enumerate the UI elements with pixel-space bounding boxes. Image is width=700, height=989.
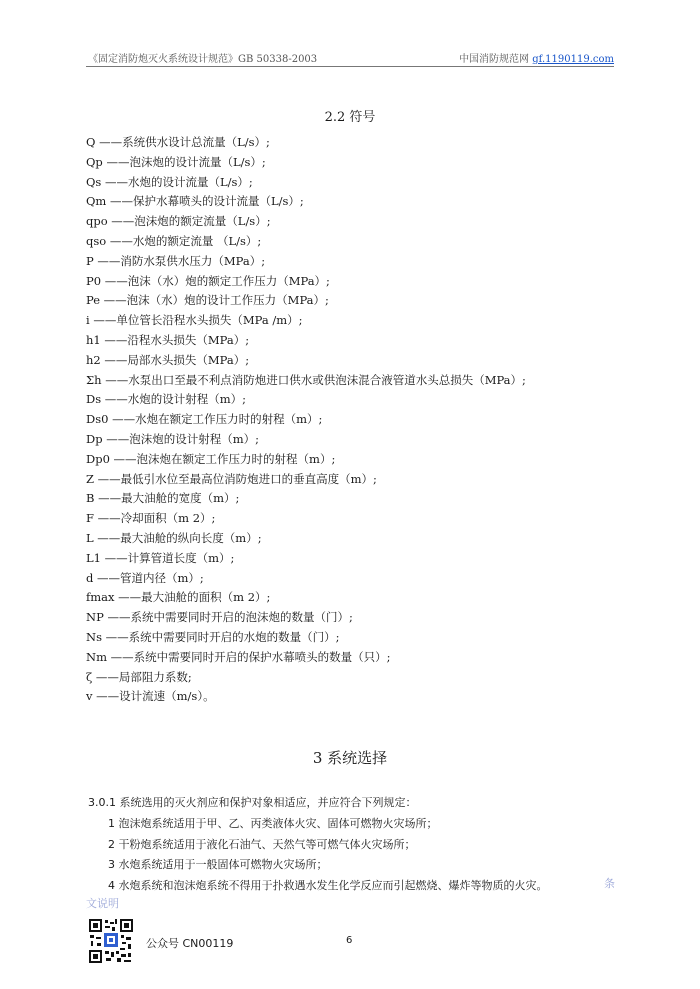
symbol-item: Qm ——保护水幕喷头的设计流量（L/s）; bbox=[86, 194, 304, 209]
symbol-item: L ——最大油舱的纵向长度（m）; bbox=[86, 530, 262, 545]
symbol-item: qpo ——泡沫炮的额定流量（L/s）; bbox=[86, 214, 271, 229]
symbol-item: fmax ——最大油舱的面积（m 2）; bbox=[86, 590, 271, 605]
header-site bbox=[459, 50, 614, 65]
explain-link-part1[interactable]: 条 bbox=[604, 877, 615, 890]
clause-intro: 3.0.1 系统选用的灭火剂应和保护对象相适应，并应符合下列规定： bbox=[88, 796, 417, 809]
symbol-item: h1 ——沿程水头损失（MPa）; bbox=[86, 332, 250, 347]
symbol-item: Ds0 ——水炮在额定工作压力时的射程（m）; bbox=[86, 412, 323, 427]
symbol-item: i ——单位管长沿程水头损失（MPa /m）; bbox=[86, 313, 303, 328]
symbol-item: Nm ——系统中需要同时开启的保护水幕喷头的数量（只）; bbox=[86, 649, 391, 664]
symbol-item: Qs ——水炮的设计流量（L/s）; bbox=[86, 174, 253, 189]
clause-item: 2 干粉炮系统适用于液化石油气、天然气等可燃气体火灾场所； bbox=[108, 837, 416, 851]
symbol-item: v ——设计流速（m/s）。 bbox=[86, 689, 215, 704]
symbol-list bbox=[86, 133, 526, 707]
symbol-item: h2 ——局部水头损失（MPa）; bbox=[86, 352, 250, 367]
symbol-item: P ——消防水泵供水压力（MPa）; bbox=[86, 253, 266, 268]
symbol-item: Ns ——系统中需要同时开启的水炮的数量（门）; bbox=[86, 629, 340, 644]
section-title: 2.2 符号 bbox=[324, 110, 376, 125]
symbol-item: Qp ——泡沫炮的设计流量（L/s）; bbox=[86, 154, 266, 169]
symbol-item: L1 ——计算管道长度（m）; bbox=[86, 550, 235, 565]
symbol-item: Dp0 ——泡沫炮在额定工作压力时的射程（m）; bbox=[86, 451, 336, 466]
symbol-item: B ——最大油舱的宽度（m）; bbox=[86, 491, 240, 506]
clause-item: 1 泡沫炮系统适用于甲、乙、丙类液体火灾、固体可燃物火灾场所； bbox=[108, 817, 438, 830]
symbol-item: P0 ——泡沫（水）炮的额定工作压力（MPa）; bbox=[86, 273, 330, 288]
clause-items bbox=[108, 814, 548, 896]
symbol-item: NP ——系统中需要同时开启的泡沫炮的数量（门）; bbox=[86, 610, 353, 625]
clause-item: 4 水炮系统和泡沫炮系统不得用于扑救遇水发生化学反应而引起燃烧、爆炸等物质的火灾。 bbox=[108, 878, 548, 892]
symbol-item: Dp ——泡沫炮的设计射程（m）; bbox=[86, 431, 260, 446]
symbol-item: d ——管道内径（m）; bbox=[86, 570, 204, 585]
header-site-link[interactable]: gf.1190119.com bbox=[532, 54, 614, 65]
chapter-title: 3 系统选择 bbox=[312, 749, 388, 767]
clause-item: 3 水炮系统适用于一般固体可燃物火灾场所； bbox=[108, 858, 328, 871]
symbol-item: ζ ——局部阻力系数; bbox=[86, 669, 192, 684]
symbol-item: Z ——最低引水位至最高位消防炮进口的垂直高度（m）; bbox=[86, 471, 377, 486]
symbol-item: qso ——水炮的额定流量 （L/s）; bbox=[86, 233, 262, 248]
symbol-item: Q ——系统供水设计总流量（L/s）; bbox=[86, 135, 270, 149]
explain-link-part2[interactable]: 文说明 bbox=[86, 897, 119, 910]
symbol-item: Ds ——水炮的设计射程（m）; bbox=[86, 392, 247, 407]
header-site-name: 中国消防规范网 bbox=[459, 54, 530, 65]
page-number: 6 bbox=[346, 935, 353, 946]
symbol-item: Pe ——泡沫（水）炮的设计工作压力（MPa）; bbox=[86, 293, 329, 308]
symbol-item: Σh ——水泵出口至最不利点消防炮进口供水或供泡沫混合液管道水头总损失（MPa）; bbox=[86, 372, 526, 387]
symbol-item: F ——冷却面积（m 2）; bbox=[86, 511, 216, 526]
header-doc-title: 《固定消防炮灭火系统设计规范》GB 50338-2003 bbox=[88, 54, 318, 65]
footer-label: 公众号 CN00119 bbox=[146, 937, 234, 950]
qr-code-icon bbox=[88, 918, 134, 964]
header-rule bbox=[86, 66, 614, 67]
